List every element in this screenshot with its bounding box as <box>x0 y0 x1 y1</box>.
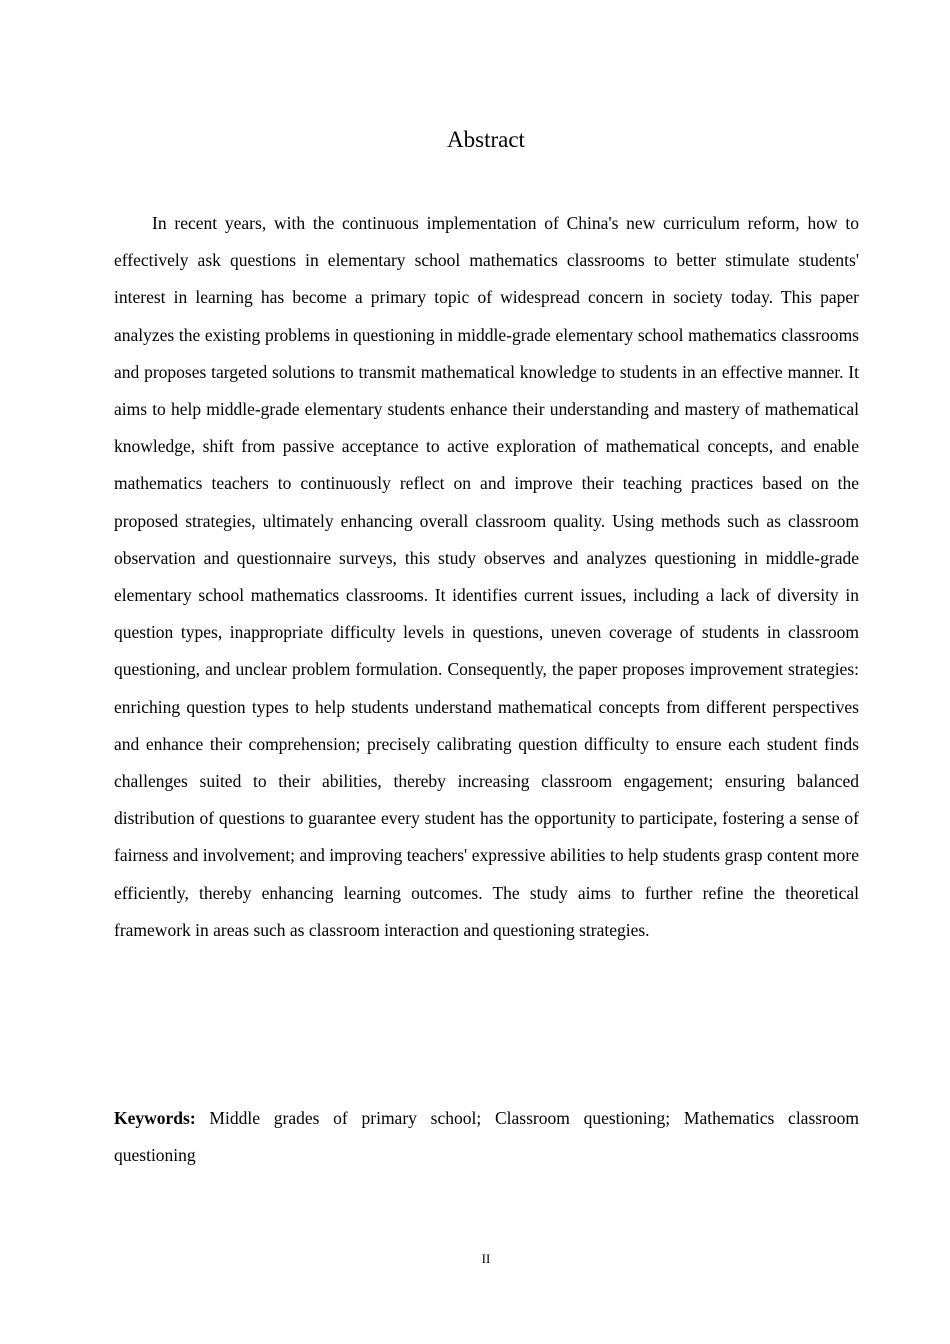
page-number: II <box>481 1251 491 1266</box>
abstract-title: Abstract <box>447 127 525 152</box>
keywords-text: Middle grades of primary school; Classroom questioning; Mathematics classroom questioning <box>114 1108 860 1165</box>
keywords-paragraph <box>114 1100 859 1174</box>
keywords-label: Keywords: <box>114 1108 196 1128</box>
abstract-body: In recent years, with the continuous implementation of China's new curriculum reform, how to effectively ask questions in elementary school mathematics classrooms to better stimulate students' interest in learning has become a primary topic of widespread concern in society today. This paper analyzes the existing problems in questioning in middle-grade elementary school mathematics classrooms and proposes targeted solutions to transmit mathematical knowledge to students in an effective manner. It aims to help middle-grade elementary students enhance their understanding and mastery of mathematical knowledge, shift from passive acceptance to active exploration of mathematical concepts, and enable mathematics teachers to continuously reflect on and improve their teaching practices based on the proposed strategies, ultimately enhancing overall classroom quality. Using methods such as classroom observation and questionnaire surveys, this study observes and analyzes questioning in middle-grade elementary school mathematics classrooms. It identifies current issues, including a lack of diversity in question types, inappropriate difficulty levels in questions, uneven coverage of students in classroom questioning, and unclear problem formulation. Consequently, the paper proposes improvement strategies: enriching question types to help students understand mathematical concepts from different perspectives and enhance their comprehension; precisely calibrating question difficulty to ensure each student finds challenges suited to their abilities, thereby increasing classroom engagement; ensuring balanced distribution of questions to guarantee every student has the opportunity to participate, fostering a sense of fairness and involvement; and improving teachers' expressive abilities to help students grasp content more efficiently, thereby enhancing learning outcomes. The study aims to further refine the theoretical framework in areas such as classroom interaction and questioning strategies. <box>114 213 859 940</box>
